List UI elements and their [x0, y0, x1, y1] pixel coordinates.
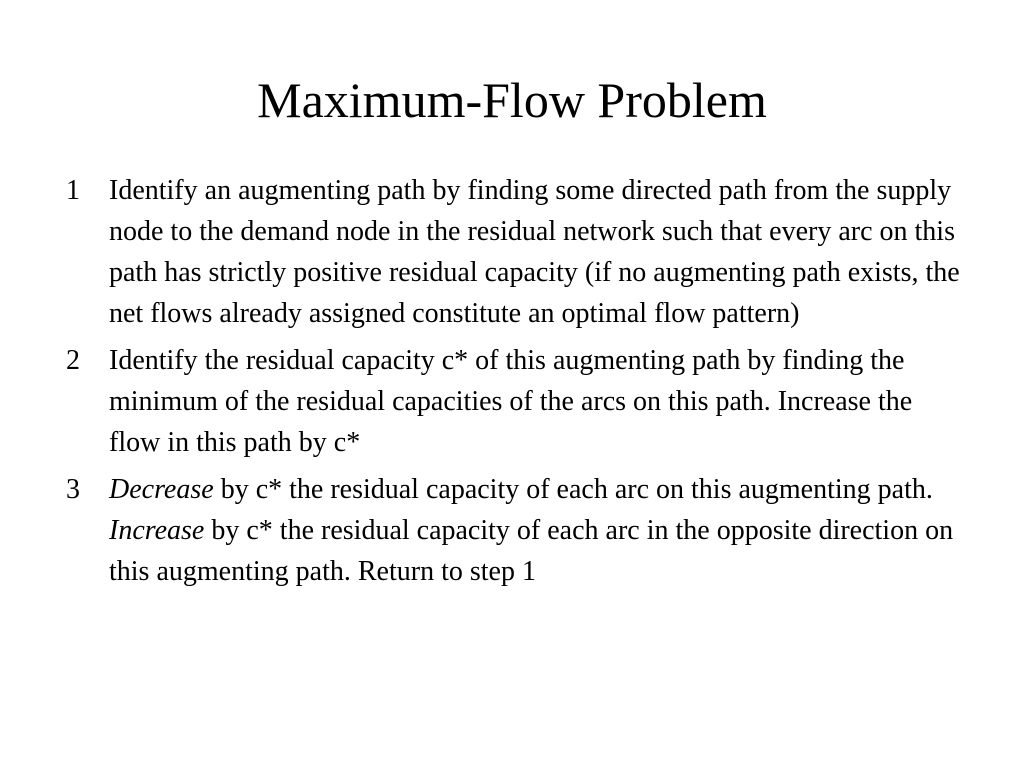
step-number: 3 — [66, 474, 80, 505]
step-text: Identify an augmenting path by finding some directed path from the supply node to the demand node in the residual network such that every arc on this path has strictly positive residual capacity (if no augmenting path exists, the net flows already assigned constitute an optimal flow pattern) — [109, 175, 960, 329]
step-text-segment: by c* the residual capacity of each arc on this augmenting path. — [213, 474, 933, 505]
step-text: Identify the residual capacity c* of this augmenting path by finding the minimum of the residual capacities of the arcs on this path. Increase the flow in this path by c* — [109, 345, 913, 458]
emphasis-decrease: Decrease — [109, 474, 214, 505]
step-number: 1 — [66, 175, 80, 206]
step-text-segment: by c* the residual capacity of each arc in the opposite direction on this augmenting path. Return to step 1 — [109, 515, 954, 587]
step-item-2 — [66, 340, 966, 463]
slide-title: Maximum-Flow Problem — [257, 72, 767, 128]
emphasis-increase: Increase — [109, 515, 205, 546]
step-text — [109, 474, 953, 587]
step-item-1 — [66, 170, 966, 334]
step-item-3 — [66, 469, 966, 592]
steps-list — [66, 170, 966, 598]
step-number: 2 — [66, 345, 80, 376]
